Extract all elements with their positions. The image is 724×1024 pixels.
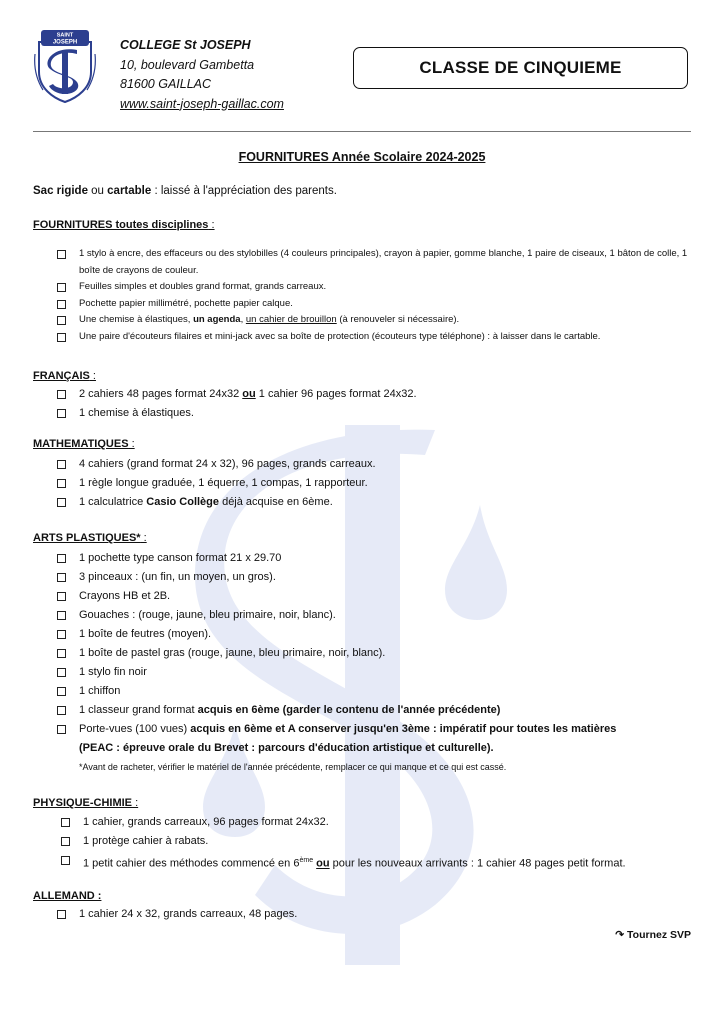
school-address-block — [120, 36, 284, 114]
checkbox-icon — [61, 818, 70, 827]
maths-list — [57, 455, 697, 512]
section-title-general-text: FOURNITURES toutes disciplines — [33, 219, 209, 231]
checkbox-icon — [57, 630, 66, 639]
checkbox-icon — [57, 611, 66, 620]
list-item: Feuilles simples et doubles grand format, grands carreaux. — [57, 279, 697, 296]
checkbox-icon — [57, 300, 66, 309]
list-item: 1 classeur grand format acquis en 6ème (garder le contenu de l'année précédente) — [57, 701, 707, 720]
list-item: Porte-vues (100 vues) acquis en 6ème et A conserver jusqu'en 3ème : impératif pour toutes les matières (PEAC : épreuve orale du Brevet : parcours d'éducation artistique et culturelle). — [57, 720, 707, 758]
website-link[interactable]: www.saint-joseph-gaillac.com — [120, 96, 284, 111]
checkbox-icon — [57, 479, 66, 488]
list-item: Une chemise à élastiques, un agenda, un cahier de brouillon (à renouveler si nécessaire). — [57, 312, 697, 329]
section-title-allemand: ALLEMAND : — [33, 890, 102, 902]
section-title-general: FOURNITURES toutes disciplines : — [33, 219, 215, 231]
svg-text:JOSEPH: JOSEPH — [52, 39, 78, 46]
list-item: 4 cahiers (grand format 24 x 32), 96 pages, grands carreaux. — [57, 455, 697, 474]
bag-mid: ou — [87, 185, 108, 197]
checkbox-icon — [57, 333, 66, 342]
checkbox-icon — [57, 910, 66, 919]
checkbox-icon — [57, 250, 66, 259]
checkbox-icon — [57, 409, 66, 418]
list-item: 1 boîte de pastel gras (rouge, jaune, bleu primaire, noir, blanc). — [57, 644, 707, 663]
bag-instruction — [33, 185, 337, 197]
checkbox-icon — [57, 498, 66, 507]
checkbox-icon — [57, 668, 66, 677]
turn-page-note — [615, 929, 691, 941]
list-item: Crayons HB et 2B. — [57, 587, 707, 606]
list-item: 1 petit cahier des méthodes commencé en 6ème ou pour les nouveaux arrivants : 1 cahier 48 pages petit format. — [61, 851, 701, 874]
list-item: 1 protège cahier à rabats. — [61, 832, 701, 851]
checkbox-icon — [61, 837, 70, 846]
list-item: 2 cahiers 48 pages format 24x32 ou 1 cahier 96 pages format 24x32. — [57, 385, 697, 404]
header-divider — [33, 131, 691, 132]
bag-bold-1: Sac rigide — [33, 185, 88, 197]
document-title: FOURNITURES Année Scolaire 2024-2025 — [238, 150, 486, 164]
svg-text:SAINT: SAINT — [56, 32, 74, 39]
section-title-arts-text: ARTS PLASTIQUES* — [33, 532, 141, 544]
bag-rest: : laissé à l'appréciation des parents. — [151, 185, 337, 197]
class-title-box: CLASSE DE CINQUIEME — [353, 47, 688, 89]
checkbox-icon — [57, 706, 66, 715]
list-item: Une paire d'écouteurs filaires et mini-jack avec sa boîte de protection (écouteurs type téléphone) : à laisser dans le cartable. — [57, 329, 697, 346]
section-title-physique-text: PHYSIQUE-CHIMIE — [33, 797, 133, 809]
bag-bold-2: cartable — [107, 185, 152, 197]
checkbox-icon — [57, 687, 66, 696]
list-item: 3 pinceaux : (un fin, un moyen, un gros). — [57, 568, 707, 587]
list-item: 1 pochette type canson format 21 x 29.70 — [57, 549, 707, 568]
school-logo-icon — [33, 24, 97, 104]
arts-list — [57, 549, 707, 758]
list-item: 1 boîte de feutres (moyen). — [57, 625, 707, 644]
checkbox-icon — [57, 725, 66, 734]
list-item: 1 cahier, grands carreaux, 96 pages format 24x32. — [61, 813, 701, 832]
checkbox-icon — [57, 554, 66, 563]
checkbox-icon — [57, 283, 66, 292]
physique-list — [61, 813, 701, 874]
checkbox-icon — [57, 316, 66, 325]
section-title-maths-text: MATHEMATIQUES — [33, 438, 129, 450]
list-item: Gouaches : (rouge, jaune, bleu primaire, noir, blanc). — [57, 606, 707, 625]
turn-text: Tournez SVP — [627, 929, 691, 941]
checkbox-icon — [57, 460, 66, 469]
list-item: 1 chemise à élastiques. — [57, 404, 697, 423]
list-item: 1 stylo à encre, des effaceurs ou des stylobilles (4 couleurs principales), crayon à papier, gomme blanche, 1 paire de ciseaux, 1 bâton de colle, 1 boîte de crayons de couleur. — [57, 246, 697, 279]
list-item: 1 cahier 24 x 32, grands carreaux, 48 pages. — [57, 905, 697, 924]
checkbox-icon — [61, 856, 70, 865]
allemand-list — [57, 905, 697, 924]
list-item: 1 calculatrice Casio Collège déjà acquise en 6ème. — [57, 493, 697, 512]
list-item: Pochette papier millimétré, pochette papier calque. — [57, 296, 697, 313]
checkbox-icon — [57, 573, 66, 582]
list-item: 1 stylo fin noir — [57, 663, 707, 682]
section-title-maths: MATHEMATIQUES : — [33, 438, 135, 450]
general-list — [57, 246, 697, 345]
address-line-2: 81600 GAILLAC — [120, 77, 212, 91]
francais-list — [57, 385, 697, 423]
section-title-physique: PHYSIQUE-CHIMIE : — [33, 797, 139, 809]
turn-arrow-icon: ↷ — [615, 929, 625, 941]
arts-note: *Avant de racheter, vérifier le matériel de l'année précédente, remplacer ce qui manque et ce qui est cassé. — [79, 762, 507, 772]
section-title-arts: ARTS PLASTIQUES* : — [33, 532, 147, 544]
list-item: 1 règle longue graduée, 1 équerre, 1 compas, 1 rapporteur. — [57, 474, 697, 493]
checkbox-icon — [57, 390, 66, 399]
checkbox-icon — [57, 592, 66, 601]
address-line-1: 10, boulevard Gambetta — [120, 57, 255, 72]
list-item: 1 chiffon — [57, 682, 707, 701]
school-name: COLLEGE St JOSEPH — [120, 38, 251, 52]
section-title-francais: FRANÇAIS : — [33, 370, 96, 382]
checkbox-icon — [57, 649, 66, 658]
section-title-francais-text: FRANÇAIS — [33, 370, 90, 382]
